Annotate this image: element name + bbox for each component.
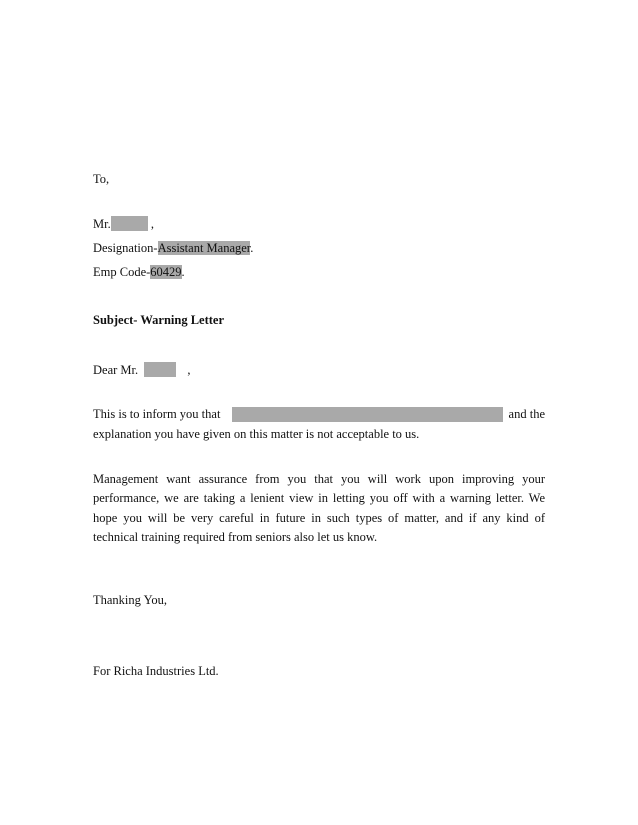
para1-start: This is to inform you that <box>93 407 221 421</box>
para1-line1 <box>93 407 545 422</box>
emp-code-label: Emp Code- <box>93 265 151 279</box>
para2-line2: performance, we are taking a lenient view in letting you off with a warning letter. We <box>93 491 545 506</box>
recipient-line <box>93 216 154 232</box>
subject-line: Subject- Warning Letter <box>93 313 225 327</box>
emp-code-end: . <box>181 265 185 279</box>
to-line: To, <box>93 172 110 186</box>
signature-line: For Richa Industries Ltd. <box>93 664 219 678</box>
para1-line2: explanation you have given on this matter is not acceptable to us. <box>93 427 420 441</box>
designation-label: Designation- <box>93 241 158 255</box>
redacted-recipient-name <box>111 216 148 231</box>
para1-end: and the <box>508 407 545 421</box>
designation-value: Assistant Manager <box>157 241 251 255</box>
para2-line4: technical training required from seniors also let us know. <box>93 529 378 544</box>
designation-end: . <box>250 241 254 255</box>
redacted-reason <box>232 407 503 422</box>
recipient-suffix: , <box>150 217 154 231</box>
dear-suffix: , <box>187 363 191 377</box>
closing-line: Thanking You, <box>93 593 167 607</box>
emp-code-value: 60429 <box>150 265 182 279</box>
dear-line <box>93 362 191 378</box>
para2-line1: Management want assurance from you that you will work upon improving your <box>93 472 545 486</box>
emp-code-line <box>93 265 185 280</box>
recipient-prefix: Mr. <box>93 217 111 231</box>
redacted-dear-name <box>144 362 176 377</box>
dear-prefix: Dear Mr. <box>93 363 139 377</box>
designation-line <box>93 241 253 256</box>
para2-line3: hope you will be very careful in future in such types of matter, and if any kind of <box>93 510 545 525</box>
para2 <box>93 470 545 547</box>
